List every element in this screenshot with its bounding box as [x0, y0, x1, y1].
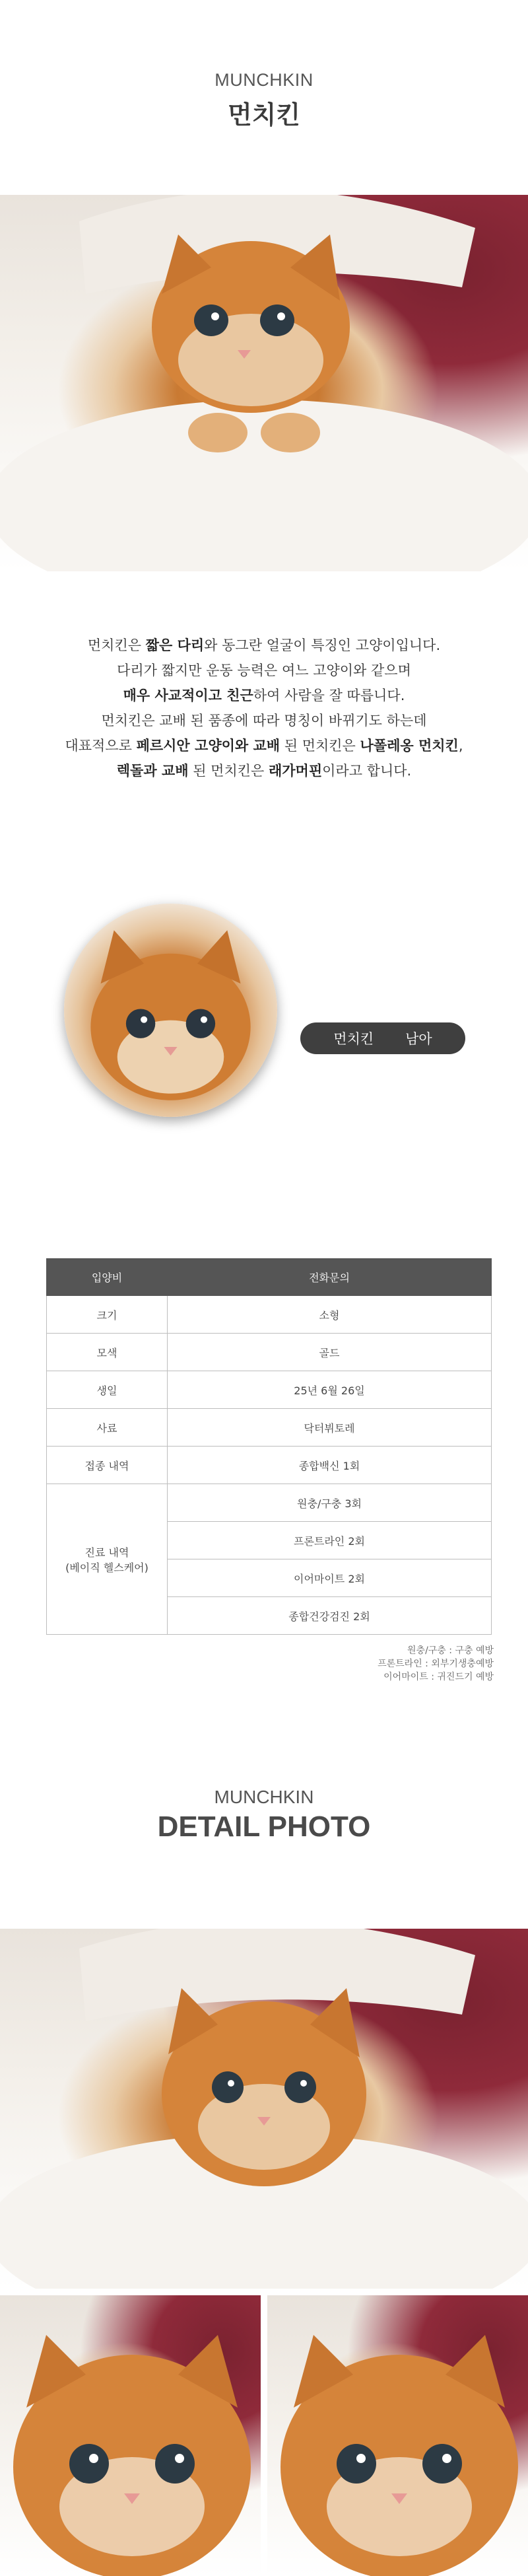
detail-breed-english: MUNCHKIN: [214, 1787, 314, 1807]
table-row: 종합건강검진 2회: [47, 1597, 492, 1635]
table-row: 생일 25년 6월 26일: [47, 1371, 492, 1409]
kitten-portrait-circle: [64, 904, 277, 1117]
breed-name-korean: 먼치킨: [227, 100, 301, 129]
detail-photo-title: DETAIL PHOTO: [157, 1810, 371, 1843]
table-row: 프론트라인 2회: [47, 1522, 492, 1559]
detail-photo-2: [0, 2295, 261, 2576]
breed-name-english: MUNCHKIN: [214, 70, 314, 90]
table-row: 사료 닥터뷔토레: [47, 1409, 492, 1447]
kitten-info-table: [46, 1258, 492, 1635]
care-notes: 원충/구충 : 구충 예방 프론트라인 : 외부기생충예방 이어마이트 : 귀진드기 예방: [378, 1645, 494, 1682]
adoption-fee-value: 전화문의: [168, 1259, 492, 1296]
main-kitten-photo: [0, 195, 528, 571]
breed-sex-badge: [300, 1022, 465, 1054]
detail-photo-3: [267, 2295, 528, 2576]
care-history-label: 진료 내역 (베이직 헬스케어): [47, 1484, 168, 1635]
table-row: 진료 내역 (베이직 헬스케어) 원충/구충 3회: [47, 1484, 492, 1522]
table-header-row: [47, 1259, 492, 1296]
table-row: 접종 내역 종합백신 1회: [47, 1447, 492, 1484]
detail-photo-1: [0, 1929, 528, 2289]
badge-sex: 남아: [405, 1031, 432, 1047]
breed-description: 먼치킨은 짧은 다리와 동그란 얼굴이 특징인 고양이입니다. 다리가 짧지만 운동 능력은 여느 고양이와 같으며 매우 사교적이고 친근하여 사람을 잘 따릅니다. 먼치킨은 교배 된 품종에 따라 명칭이 바뀌기도 하는데 대표적으로 페르시안 고양이와 교배 된 먼치킨은 나폴레옹 먼치킨, 렉돌과 교배 된 먼치킨은 래가머핀이라고 합니다.: [65, 637, 463, 779]
detail-photo-header: [0, 1787, 528, 1843]
table-row: 이어마이트 2회: [47, 1559, 492, 1597]
table-row: 크기 소형: [47, 1296, 492, 1334]
badge-breed: 먼치킨: [333, 1031, 374, 1047]
page-header: [0, 70, 528, 131]
adoption-fee-label: 입양비: [47, 1259, 168, 1296]
table-row: 모색 골드: [47, 1334, 492, 1371]
